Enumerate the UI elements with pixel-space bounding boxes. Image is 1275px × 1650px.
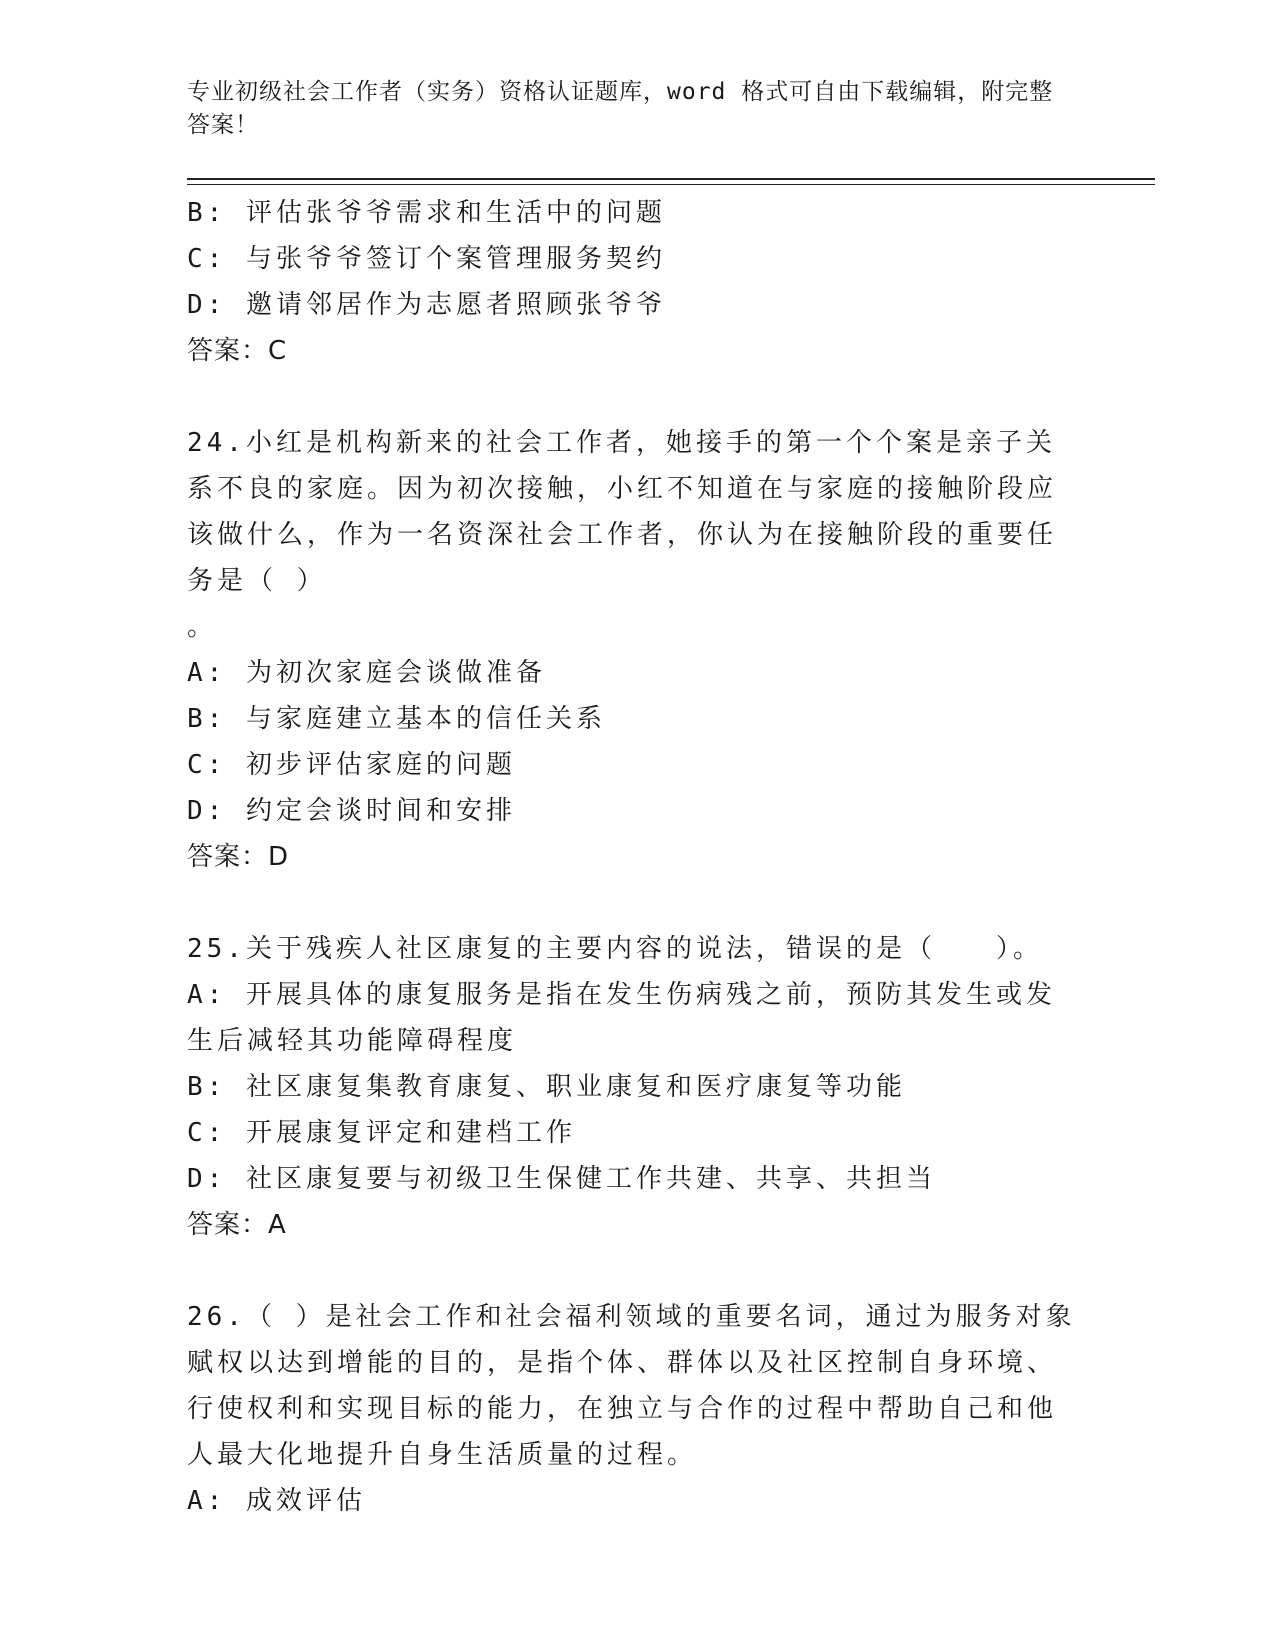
option-c: C: 与张爷爷签订个案管理服务契约 xyxy=(187,244,666,274)
option-c: C: 开展康复评定和建档工作 xyxy=(187,1118,576,1148)
option-d: D: 社区康复要与初级卫生保健工作共建、共享、共担当 xyxy=(187,1164,936,1194)
option-a: A: 为初次家庭会谈做准备 xyxy=(187,658,546,688)
header-divider-thin xyxy=(187,184,1155,185)
question-stem: 24.小红是机构新来的社会工作者，她接手的第一个个案是亲子关系不良的家庭。因为初次接触，小红不知道在与家庭的接触阶段应该做什么，作为一名资深社会工作者，你认为在接触阶段的重要任务是（ ） xyxy=(187,428,1058,596)
header-divider xyxy=(187,178,1155,180)
header-note: 专业初级社会工作者（实务）资格认证题库，word 格式可自由下载编辑，附完整答案！ xyxy=(187,79,1054,138)
option-d: D: 邀请邻居作为志愿者照顾张爷爷 xyxy=(187,290,666,320)
question-stem: 26.（ ）是社会工作和社会福利领域的重要名词，通过为服务对象赋权以达到增能的目的，是指个体、群体以及社区控制自身环境、行使权利和实现目标的能力，在独立与合作的过程中帮助自己和他人最大化地提升自身生活质量的过程。 xyxy=(187,1302,1076,1470)
option-b: B: 评估张爷爷需求和生活中的问题 xyxy=(187,198,666,228)
answer: 答案：A xyxy=(187,1210,287,1240)
option-a: A: 开展具体的康复服务是指在发生伤病残之前，预防其发生或发生后减轻其功能障碍程度 xyxy=(187,980,1056,1056)
option-d: D: 约定会谈时间和安排 xyxy=(187,796,516,826)
answer: 答案：C xyxy=(187,336,288,366)
question-25 xyxy=(187,926,1087,1248)
option-a: A: 成效评估 xyxy=(187,1486,366,1516)
question-content xyxy=(187,190,1087,1524)
question-24 xyxy=(187,420,1087,880)
spacer xyxy=(187,374,1087,420)
option-c: C: 初步评估家庭的问题 xyxy=(187,750,516,780)
question-stem: 25.关于残疾人社区康复的主要内容的说法，错误的是（ ）。 xyxy=(187,934,1043,964)
option-b: B: 与家庭建立基本的信任关系 xyxy=(187,704,606,734)
spacer xyxy=(187,880,1087,926)
answer: 答案：D xyxy=(187,842,290,872)
question-26 xyxy=(187,1294,1087,1524)
question-23-tail xyxy=(187,190,1087,374)
question-stem-end: 。 xyxy=(187,612,218,642)
spacer xyxy=(187,1248,1087,1294)
option-b: B: 社区康复集教育康复、职业康复和医疗康复等功能 xyxy=(187,1072,906,1102)
